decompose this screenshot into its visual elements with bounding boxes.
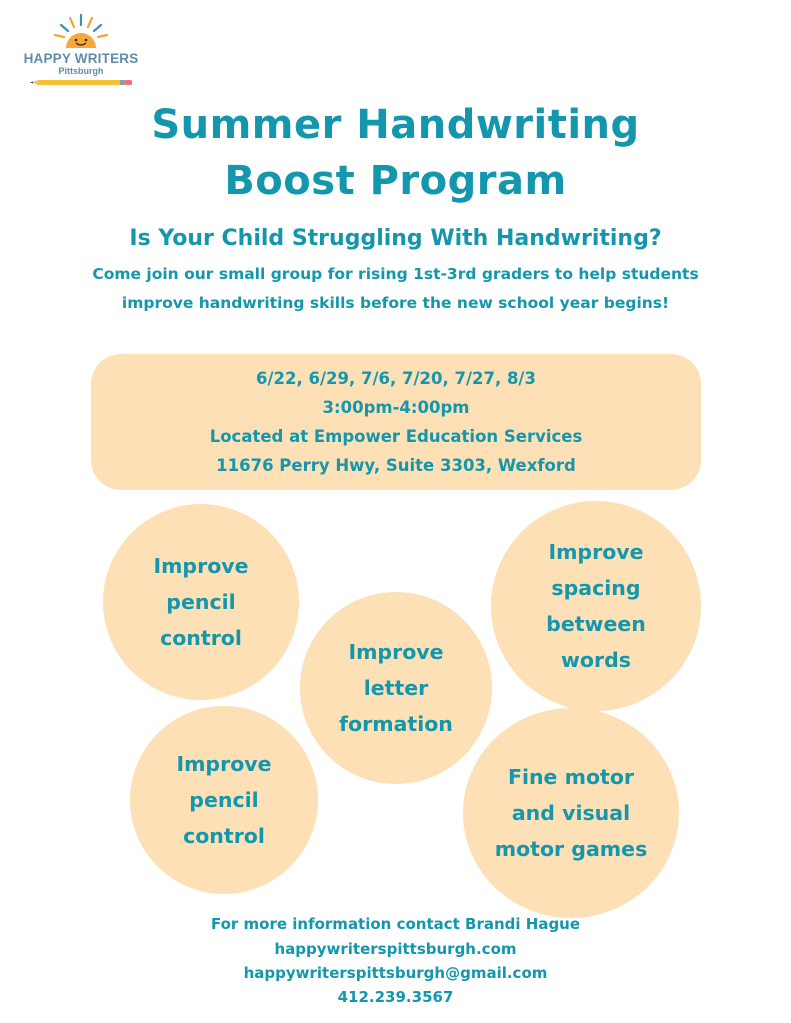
contact-line: For more information contact Brandi Hague (210, 915, 581, 933)
program-location: Located at Empower Education Services (209, 427, 583, 446)
logo (20, 10, 145, 90)
sun-and-pencil-icon (20, 10, 145, 90)
goal-label: Fine motor and visual motor games (494, 765, 648, 861)
email-link[interactable]: happywriterspittsburgh@gmail.com (243, 964, 548, 982)
intro-text: Come join our small group for rising 1st-3rd graders to help students improve handwriting skills before the new school year begins! (92, 265, 699, 312)
page-title-line-1: Summer Handwriting (151, 102, 640, 148)
program-dates: 6/22, 6/29, 7/6, 7/20, 7/27, 8/3 (256, 369, 536, 388)
goal-circle-pencil-control-2 (130, 706, 318, 894)
goal-label: Improve pencil control (153, 554, 249, 650)
logo-name: HAPPY WRITERS (23, 51, 139, 66)
goal-label: Improve letter formation (339, 640, 453, 736)
page-title-line-2: Boost Program (224, 158, 567, 204)
subheading: Is Your Child Struggling With Handwriting? (129, 226, 662, 251)
logo-city: Pittsburgh (58, 66, 104, 76)
goal-circle-pencil-control (103, 504, 299, 700)
website-link[interactable]: happywriterspittsburgh.com (274, 940, 517, 958)
goal-circle-letter-formation (300, 592, 492, 784)
program-details-panel (91, 354, 701, 490)
goal-label: Improve pencil control (176, 752, 272, 848)
goal-label: Improve spacing between words (546, 540, 646, 672)
goal-circle-word-spacing (491, 501, 701, 711)
phone-number[interactable]: 412.239.3567 (337, 988, 454, 1006)
program-time: 3:00pm-4:00pm (322, 398, 470, 417)
program-address: 11676 Perry Hwy, Suite 3303, Wexford (216, 456, 576, 475)
goal-circle-motor-games (463, 708, 679, 918)
